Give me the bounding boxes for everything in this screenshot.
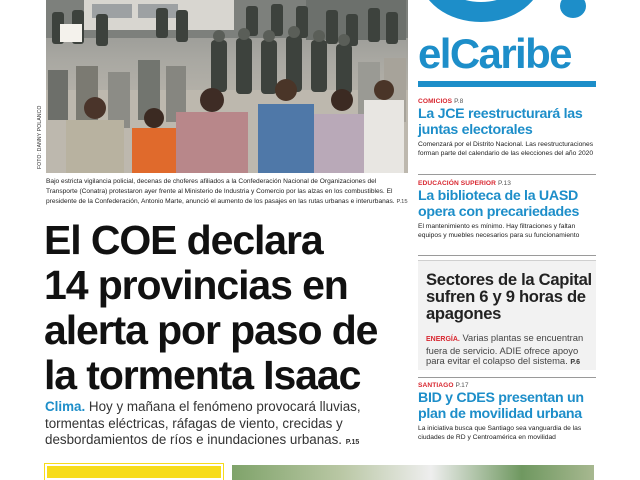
caption-page-ref[interactable]: P.15 — [396, 199, 408, 205]
story-section: ENERGÍA. — [426, 336, 460, 343]
story-title[interactable]: La biblioteca de la UASD opera con precariedades — [418, 188, 580, 220]
divider — [418, 174, 596, 175]
story-santiago[interactable] — [418, 382, 596, 442]
caption-text: Bajo estricta vigilancia policial, decenas de choferes afiliados a la Confederación Nacional de Organizaciones del Transporte (Conatra) protestaron ayer frente al Ministerio de Industria y Comercio por las alzas en los combustibles. El presidente de la Confederación, Antonio Marte, anunció el aumento de los pasajes en las rutas urbanas e interurbanas. — [46, 178, 395, 205]
story-uasd[interactable] — [418, 180, 596, 240]
story-apagones[interactable] — [418, 260, 596, 370]
lead-kicker: Clima. — [45, 399, 86, 414]
story-title[interactable]: La JCE reestructurará las juntas electorales — [418, 106, 583, 138]
bottom-teaser-box — [45, 464, 223, 480]
photo-caption — [46, 177, 408, 207]
story-section: EDUCACIÓN SUPERIOR P.13 — [418, 180, 512, 187]
divider — [418, 255, 596, 256]
story-jce[interactable] — [418, 98, 596, 158]
headline-line: El COE declara — [44, 217, 323, 263]
masthead-rule — [418, 81, 596, 87]
protest-photo-illustration — [46, 0, 408, 173]
bottom-photo — [232, 465, 594, 480]
headline-line: alerta por paso de — [44, 307, 378, 353]
story-summary: El mantenimiento es mínimo. Hay filtraciones y faltan equipos y muebles necesarios para su funcionamiento — [418, 223, 580, 239]
headline-line: la tormenta Isaac — [44, 352, 361, 398]
story-section: COMICIOS P.8 — [418, 98, 464, 105]
divider — [418, 377, 596, 378]
lead-page-ref[interactable]: P.15 — [345, 439, 360, 446]
logo-mark-icon — [418, 0, 596, 22]
story-title[interactable]: Sectores de la Capital sufren 6 y 9 horas de apagones — [426, 270, 592, 323]
photo-credit: FOTO: DANNY POLANCO — [37, 105, 43, 170]
main-headline[interactable] — [44, 218, 416, 398]
story-summary: ENERGÍA. Varias plantas se encuentran fuera de servicio. ADIE ofrece apoyo para evitar el colapso del sistema. P.6 — [426, 332, 584, 367]
story-section: SANTIAGO P.17 — [418, 382, 469, 389]
lead-photo — [46, 0, 408, 173]
story-title[interactable]: BID y CDES presentan un plan de movilidad urbana — [418, 390, 584, 422]
main-lead — [45, 399, 413, 452]
story-page-ref[interactable]: P.6 — [570, 359, 580, 367]
masthead-logo[interactable]: elCaribe — [418, 30, 571, 77]
story-summary: La iniciativa busca que Santiago sea vanguardia de las ciudades de RD y Centroamérica en movilidad — [418, 425, 582, 441]
lead-text: Hoy y mañana el fenómeno provocará lluvias, tormentas eléctricas, ráfagas de viento, crecidas y desbordamientos de ríos e inundaciones urbanas. — [45, 399, 361, 447]
headline-line: 14 provincias en — [44, 262, 348, 308]
story-summary: Comenzará por el Distrito Nacional. Las reestructuraciones forman parte del calendario de las elecciones del año 2020 — [418, 141, 594, 157]
